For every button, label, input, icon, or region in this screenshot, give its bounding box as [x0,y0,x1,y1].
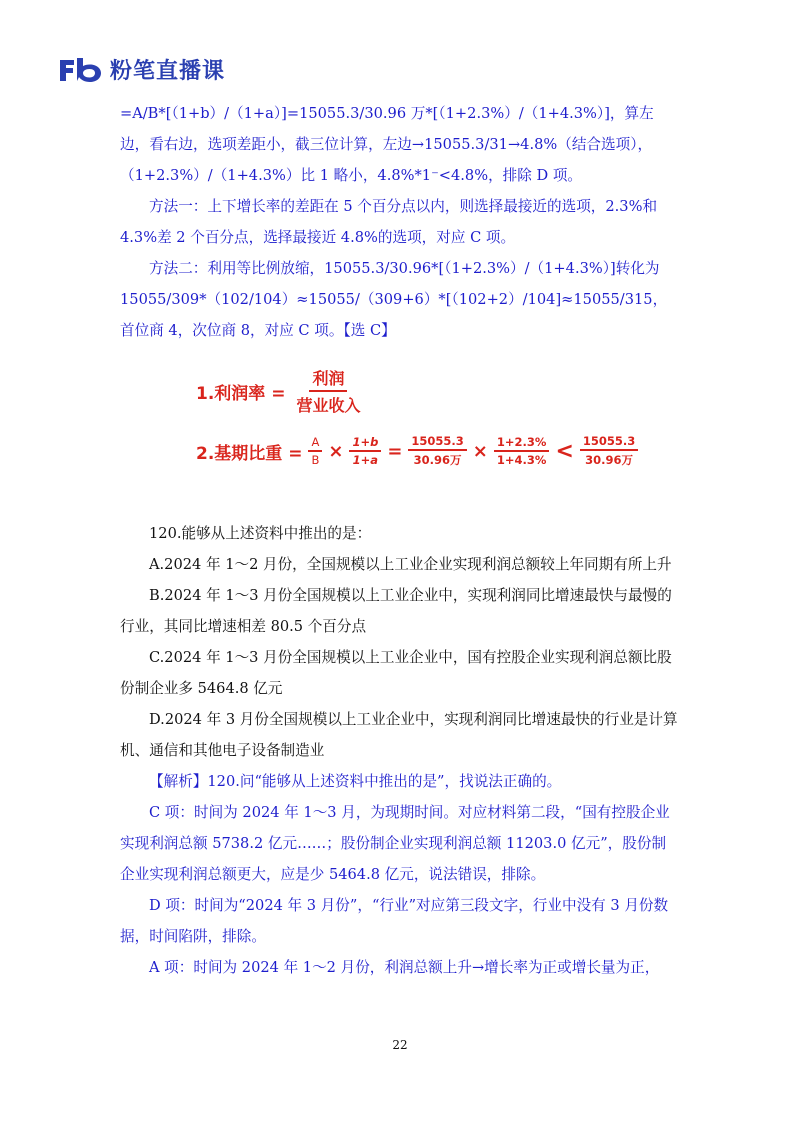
fraction [308,435,322,467]
fraction-numerator: 1+b [349,435,381,452]
logo-text: 粉笔直播课 [110,59,226,84]
fraction [580,434,638,468]
analysis-paragraph: 方法一：上下增长率的差距在 5 个百分点以内，则选择最接近的选项，2.3%和 4.3%差 2 个百分点，选择最接近 4.8%的选项，对应 C 项。 [120,198,658,246]
formula-profit-rate [196,366,680,416]
times-sign: × [328,440,344,462]
question-option-d: D.2024 年 3 月份全国规模以上工业企业中，实现利润同比增速最快的行业是计算机、通信和其他电子设备制造业 [120,711,678,759]
fb-logo-icon [58,56,104,84]
fraction-denominator: 1+a [352,453,379,467]
page-content [120,98,680,983]
analysis-paragraph: A 项：时间为 2024 年 1～2 月份，利润总额上升→增长率为正或增长量为正， [149,959,660,976]
formula-base-share [196,422,680,480]
formula-image [196,366,680,478]
brand-logo [58,54,225,85]
analysis-paragraph: C 项：时间为 2024 年 1～3 月，为现期时间。对应材料第二段，“国有控股企业实现利润总额 5738.2 亿元……；股份制企业实现利润总额 11203.0 亿元”，股份制企业实现利润总额更大，应是少 5464.8 亿元，说法错误，排除。 [120,804,670,883]
fraction-numerator: 利润 [309,366,347,392]
fraction-denominator: 1+4.3% [496,453,547,467]
analysis-paragraph: =A/B*[（1+b）/（1+a）]=15055.3/30.96 万*[（1+2.3%）/（1+4.3%）]，算左边，看右边，选项差距小，截三位计算，左边→15055.3/31→4.8%（结合选项），（1+2.3%）/（1+4.3%）比 1 略小，4.8%*1⁻<4.8%，排除 D 项。 [120,105,654,184]
analysis-paragraph: 方法二：利用等比例放缩，15055.3/30.96*[（1+2.3%）/（1+4.3%）]转化为 15055/309*（102/104）≈15055/（309+6）*[（102+2）/104]≈15055/315，首位商 4，次位商 8，对应 C 项。【选 C】 [120,260,668,339]
page-number: 22 [392,1038,408,1052]
fraction-numerator: A [308,435,322,452]
formula-label: 1.利润率 = [196,383,286,404]
analysis-paragraph: D 项：时间为“2024 年 3 月份”，“行业”对应第三段文字，行业中没有 3 月份数据，时间陷阱，排除。 [120,897,669,945]
fraction [293,366,363,416]
question-option-b: B.2024 年 1～3 月份全国规模以上工业企业中，实现利润同比增速最快与最慢的行业，其同比增速相差 80.5 个百分点 [120,587,672,635]
fraction [408,434,466,468]
question-stem: 120.能够从上述资料中推出的是： [149,525,372,542]
question-option-c: C.2024 年 1～3 月份全国规模以上工业企业中，国有控股企业实现利润总额比股份制企业多 5464.8 亿元 [120,649,672,697]
fraction-numerator: 1+2.3% [494,435,550,452]
fraction-denominator: 30.96万 [413,453,462,467]
fraction-numerator: 15055.3 [408,434,466,451]
question-option-a: A.2024 年 1～2 月份，全国规模以上工业企业实现利润总额较上年同期有所上升 [149,556,672,573]
times-sign: × [472,440,488,462]
fraction [494,435,550,467]
fraction-numerator: 15055.3 [580,434,638,451]
fraction-denominator: 营业收入 [296,396,361,415]
fraction-denominator: 30.96万 [585,453,634,467]
less-than-sign: < [555,438,574,464]
fraction [349,435,381,467]
formula-label: 2.基期比重 = [196,443,303,464]
analysis-heading: 【解析】120.问“能够从上述资料中推出的是”，找说法正确的。 [149,773,562,790]
fraction-denominator: B [311,453,320,467]
equals-sign: = [387,440,403,462]
